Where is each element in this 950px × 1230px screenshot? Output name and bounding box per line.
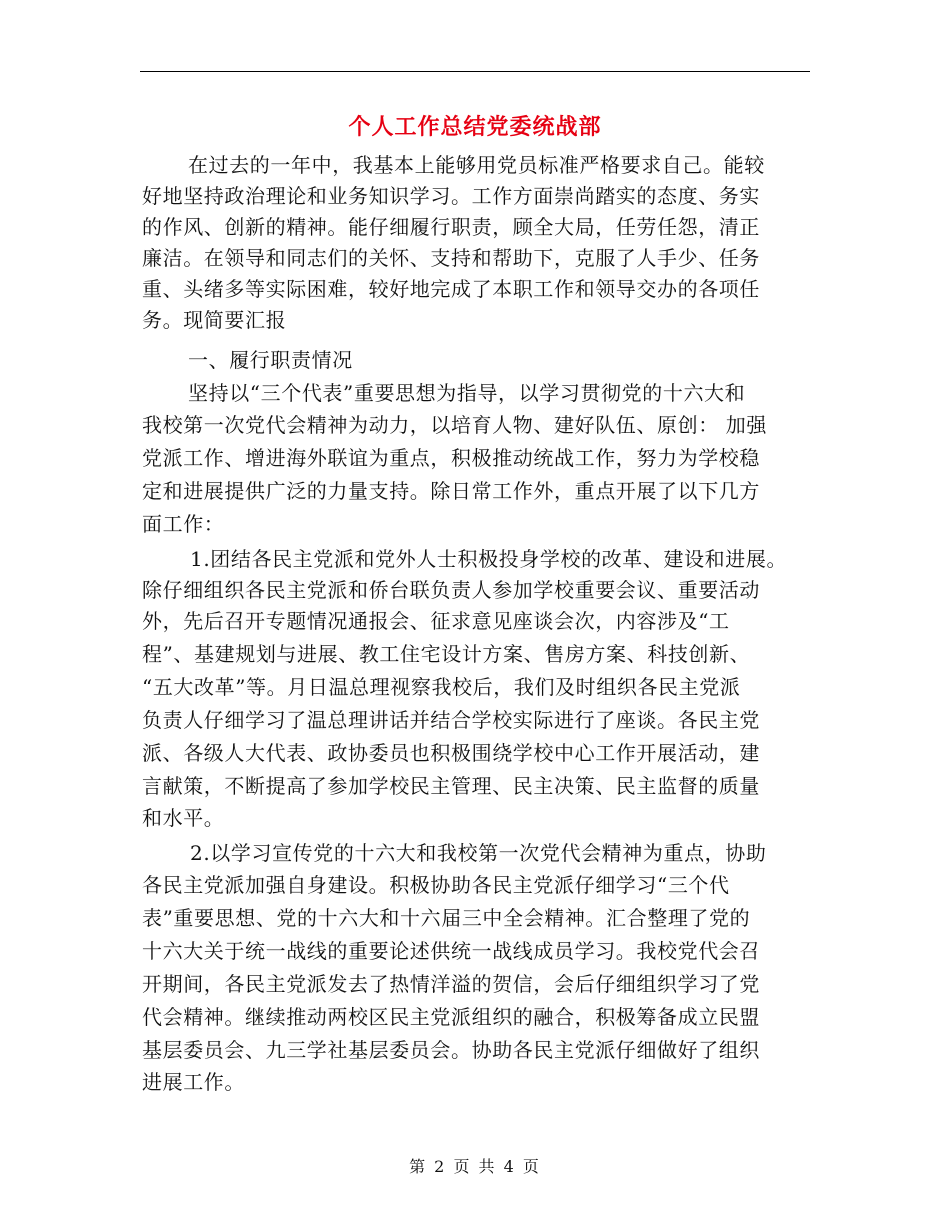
body-line: 除仔细组织各民主党派和侨台联负责人参加学校重要会议、重要活动	[142, 578, 760, 602]
body-line: 在过去的一年中，我基本上能够用党员标准严格要求自己。能较	[188, 153, 765, 177]
body-line: 负责人仔细学习了温总理讲话并结合学校实际进行了座谈。各民主党	[142, 708, 760, 732]
page-number: 第 2 页 共 4 页	[409, 1157, 541, 1176]
body-line: 各民主党派加强自身建设。积极协助各民主党派仔细学习“三个代	[142, 873, 730, 897]
body-line: 定和进展提供广泛的力量支持。除日常工作外，重点开展了以下几方	[142, 479, 760, 503]
body-line: 表”重要思想、党的十六大和十六届三中全会精神。汇合整理了党的	[142, 906, 751, 930]
section-heading: 一、履行职责情况	[188, 348, 353, 372]
body-line: 基层委员会、九三学社基层委员会。协助各民主党派仔细做好了组织	[142, 1038, 760, 1062]
body-line: 务。现简要汇报	[142, 308, 287, 332]
body-line: 2.以学习宣传党的十六大和我校第一次党代会精神为重点，协助	[190, 841, 767, 865]
body-line: 面工作：	[142, 512, 225, 536]
body-line: 党派工作、增进海外联谊为重点，积极推动统战工作，努力为学校稳	[142, 446, 760, 470]
document-title: 个人工作总结党委统战部	[348, 115, 602, 140]
header-rule	[140, 71, 810, 72]
body-line: 派、各级人大代表、政协委员也积极围绕学校中心工作开展活动，建	[142, 741, 760, 765]
body-line: 言献策，不断提高了参加学校民主管理、民主决策、民主监督的质量	[142, 774, 760, 798]
body-line: 廉洁。在领导和同志们的关怀、支持和帮助下，克服了人手少、任务	[142, 246, 760, 270]
body-line: 十六大关于统一战线的重要论述供统一战线成员学习。我校党代会召	[142, 939, 760, 963]
body-line: 程”、基建规划与进展、教工住宅设计方案、售房方案、科技创新、	[142, 642, 751, 666]
body-line: 好地坚持政治理论和业务知识学习。工作方面崇尚踏实的态度、务实	[142, 184, 760, 208]
body-line: 进展工作。	[142, 1070, 245, 1094]
body-line: 和水平。	[142, 806, 225, 830]
body-line: 坚持以“三个代表”重要思想为指导，以学习贯彻党的十六大和	[188, 381, 746, 405]
body-line: 1.团结各民主党派和党外人士积极投身学校的改革、建设和进展。	[190, 547, 788, 571]
body-line: 重、头绪多等实际困难，较好地完成了本职工作和领导交办的各项任	[142, 277, 760, 301]
body-line: 代会精神。继续推动两校区民主党派组织的融合，积极筹备成立民盟	[142, 1005, 760, 1029]
body-line: 我校第一次党代会精神为动力，以培育人物、建好队伍、原创： 加强	[142, 413, 767, 437]
body-line: 外，先后召开专题情况通报会、征求意见座谈会次，内容涉及“工	[142, 609, 730, 633]
body-line: 的作风、创新的精神。能仔细履行职责，顾全大局，任劳任怨，清正	[142, 215, 760, 239]
body-line: 开期间，各民主党派发去了热情洋溢的贺信，会后仔细组织学习了党	[142, 972, 760, 996]
body-line: “五大改革”等。月日温总理视察我校后，我们及时组织各民主党派	[142, 675, 741, 699]
